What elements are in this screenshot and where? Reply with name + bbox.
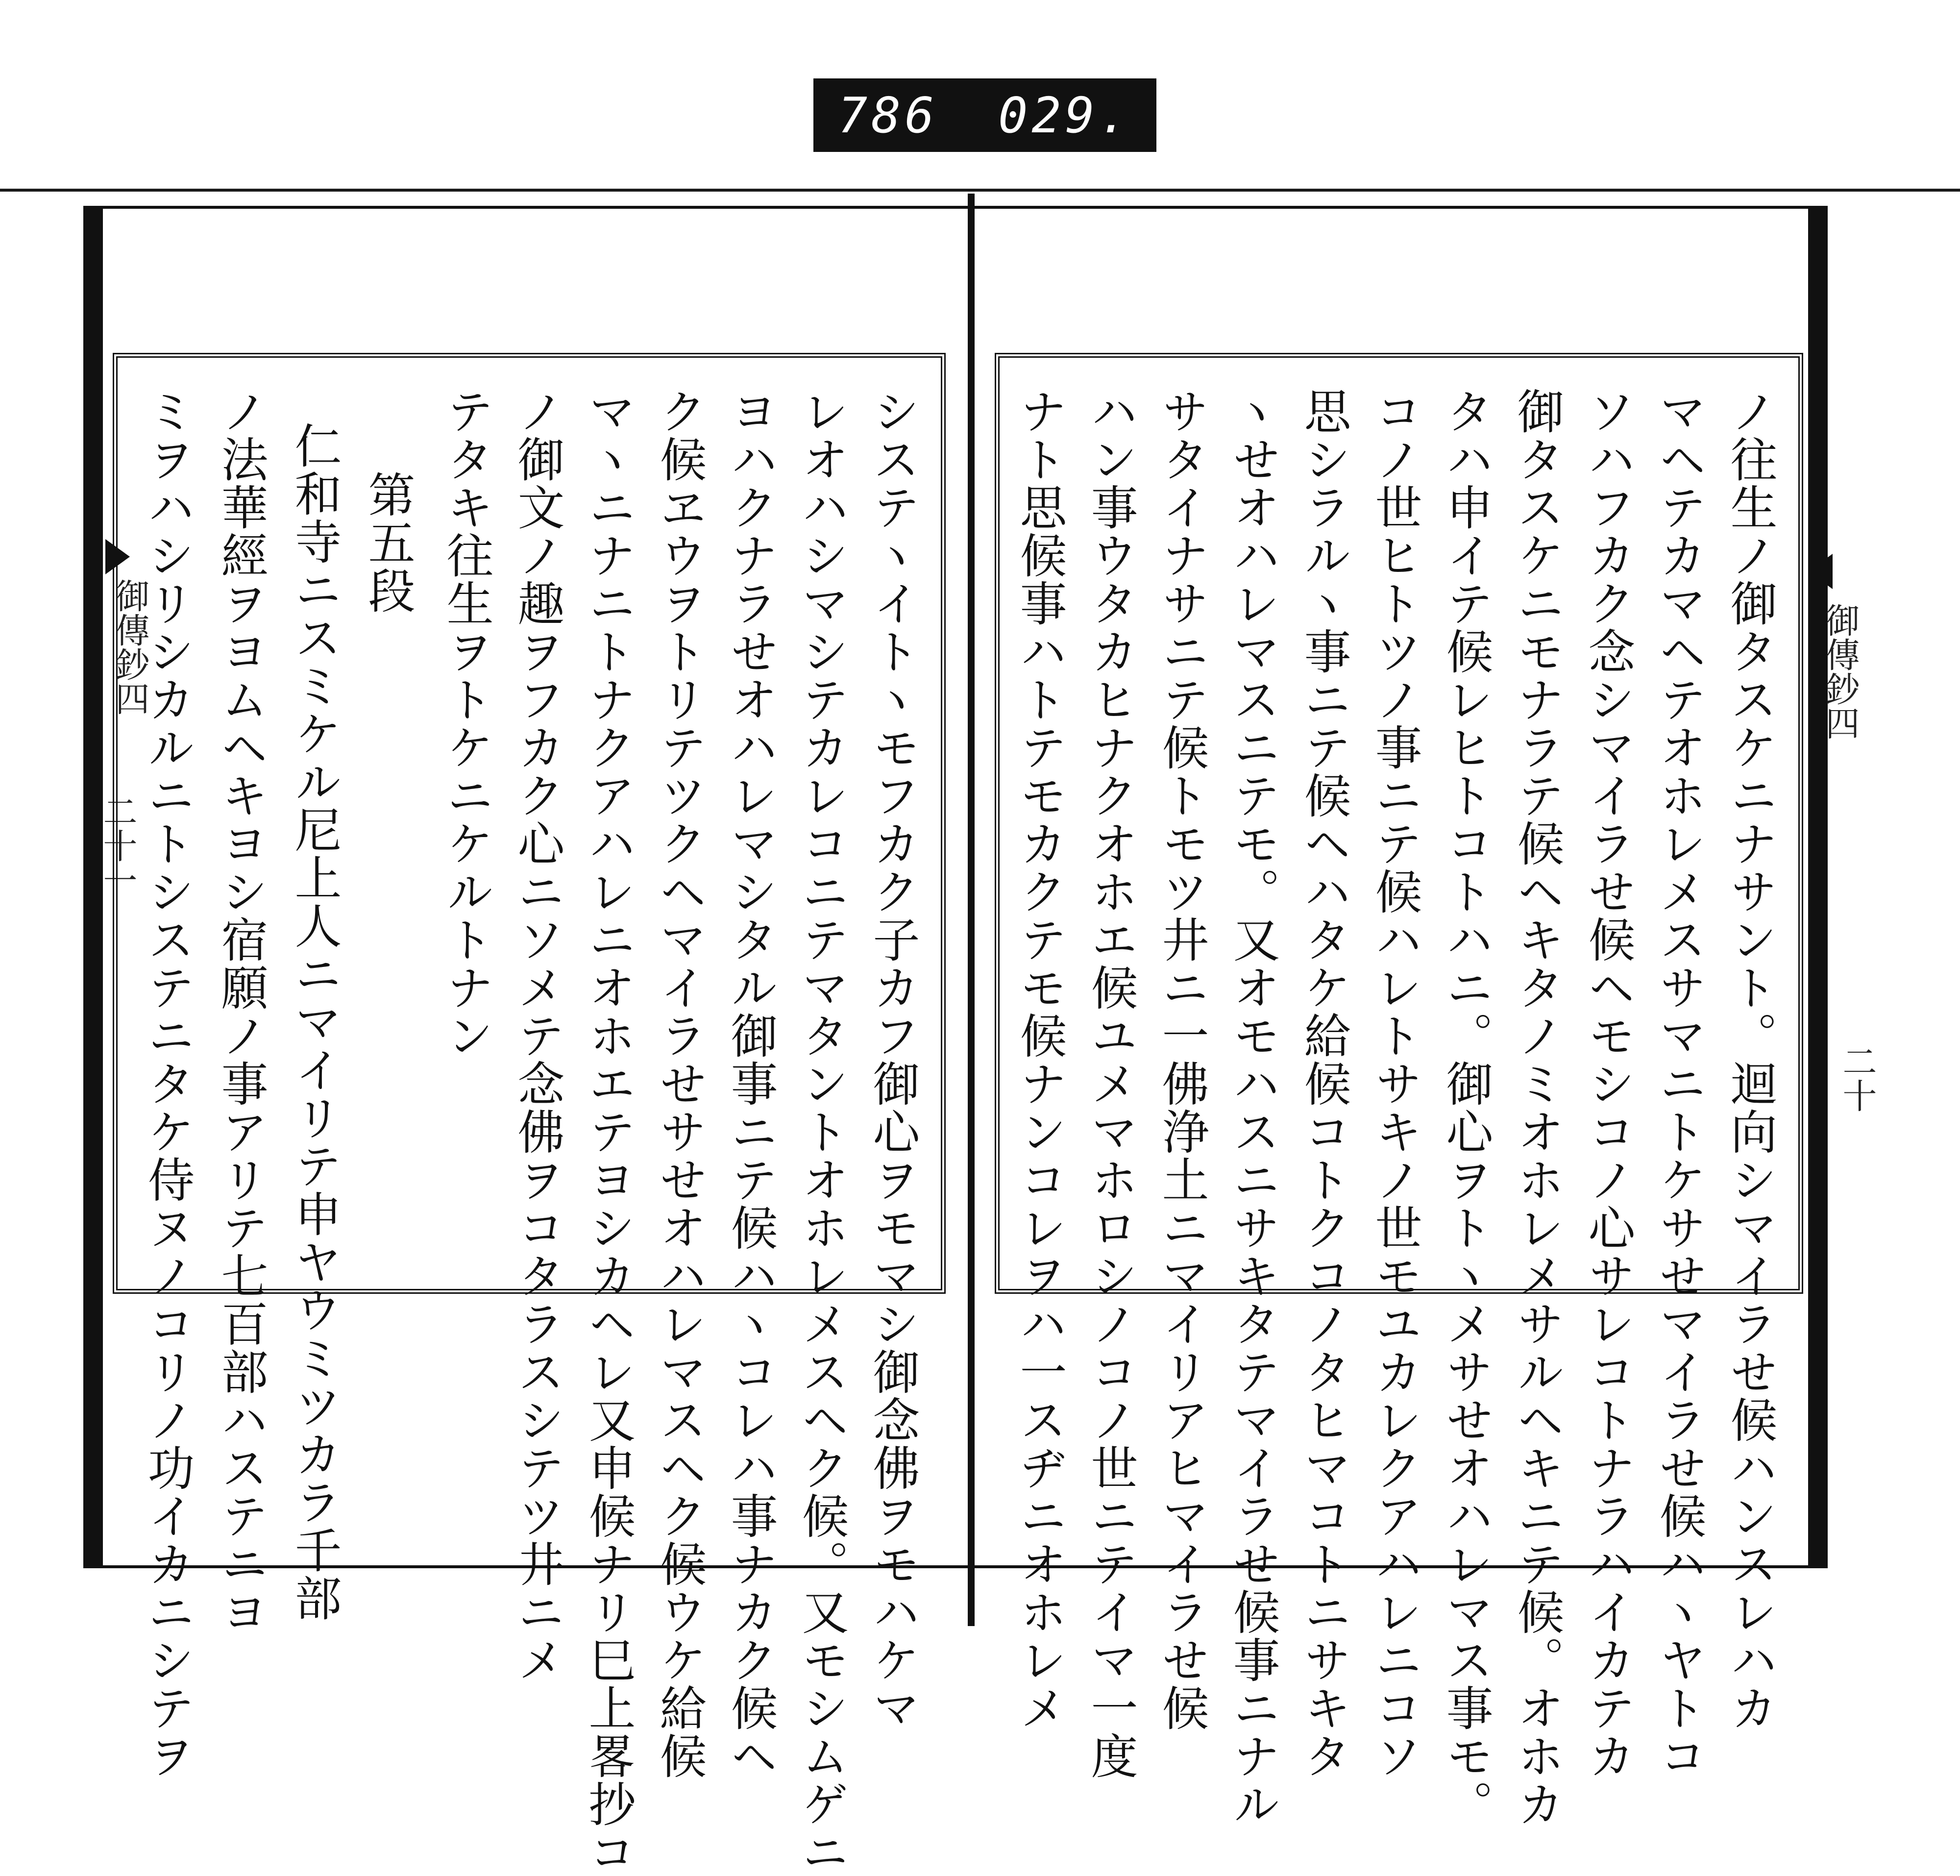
text-column: 御タスケニモナラテ候ヘキタノミオホレメサルヘキニテ候。オホカ xyxy=(1510,387,1565,1828)
text-column: サタイナサニテ候トモツ井ニ一佛浄土ニマイリアヒマイラせ候 xyxy=(1154,387,1209,1732)
text-column: ク候ヱウヲトリテツクヘマイラせサせオハレマスヘク候ウケ給候 xyxy=(652,387,707,1780)
text-column: ハン事ウタカヒナクオホエ候ユメマホロシノコノ世ニテイマ一度 xyxy=(1083,387,1138,1780)
side-folio-left: 二十一 xyxy=(98,794,138,897)
text-column: 思シラルヽ事ニテ候ヘハタケ給候コトクコノタヒマコトニサキタ xyxy=(1297,387,1351,1780)
text-column: ノ法華經ヲヨムヘキヨシ宿願ノ事アリテ七百部ハステニヨ xyxy=(214,387,269,1636)
right-page xyxy=(995,353,1803,1828)
fold-mark-right xyxy=(1808,554,1833,589)
text-column: ヽせオハレマスニテモ。又オモハスニサキタテマイラせ候事ニナル xyxy=(1225,387,1280,1828)
text-column: ナト思候事ハトテモカクテモ候ナンコレヲハ一スヂニオホレメ xyxy=(1012,387,1067,1732)
side-title-left: 御傳鈔四 xyxy=(110,578,150,716)
label-left: 786 xyxy=(838,86,938,144)
scan-rule xyxy=(0,189,1960,192)
accession-label xyxy=(813,78,1156,152)
text-column: ノ御文ノ趣ヲフカク心ニソメテ念佛ヲコタラスシテツ井ニメ xyxy=(510,387,565,1684)
text-column: テタキ往生ヲトケニケルトナン xyxy=(439,387,494,1060)
left-page xyxy=(113,353,946,1876)
text-column: ソハフカク念シマイラせ候ヘモシコノ心サレコトナラハイカテカ xyxy=(1581,387,1636,1780)
text-column: マヽニナニトナクアハレニオホエテヨシカヘレ又申候ナリ巳上畧抄コ xyxy=(581,387,636,1876)
spine xyxy=(968,194,975,1626)
side-title-right: 御傳鈔四 xyxy=(1820,603,1860,740)
text-column: ヨハクナラせオハレマシタル御事ニテ候ハヽコレハ事ナカク候ヘ xyxy=(723,387,778,1780)
text-column: マヘテカマヘテオホレメスサマニトケサせマイラせ候ハヽヤトコ xyxy=(1652,387,1707,1780)
side-folio-right: 二十 xyxy=(1837,1044,1877,1112)
text-column: 仁和寺ニスミケル尼上人ニマイリテ申ヤウミツカラ千部 xyxy=(287,421,342,1622)
text-column: ミヲハシリシカルニトシステニタケ侍ヌノコリノ功イカニシテヲ xyxy=(140,387,195,1780)
label-right: 029. xyxy=(998,86,1132,144)
book-edge-right xyxy=(1808,206,1828,1568)
text-column: タハ申イテ候レヒトコトハニ。御心ヲトヽメサせオハレマス事モ。 xyxy=(1439,387,1494,1828)
text-column: ノ往生ノ御タスケニナサント。迴向シマイラせ候ハンスレハカ xyxy=(1723,387,1778,1732)
text-column: システヽイトヽモフカク子カフ御心ヲモマシ御念佛ヲモハケマ xyxy=(865,387,920,1732)
text-column: コノ世ヒトツノ事ニテ候ハレトサキノ世モユカレクアハレニコソ xyxy=(1368,387,1422,1780)
section-heading: 第五段 xyxy=(361,470,416,615)
text-column: レオハシマシテカレコニテマタントオホレメスヘク候。又モシムゲニ xyxy=(794,387,849,1876)
